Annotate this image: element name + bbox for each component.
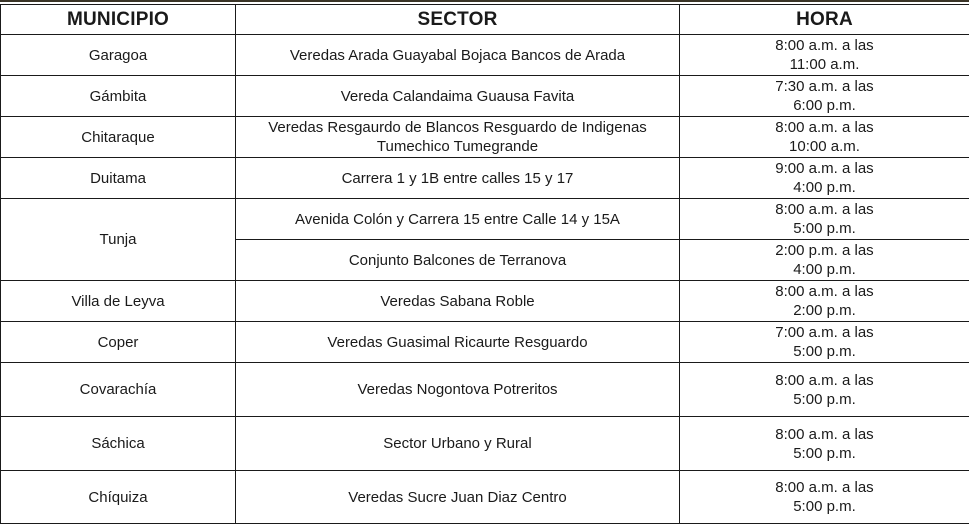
hora-end: 4:00 p.m. (793, 261, 856, 278)
cell-hora (680, 471, 969, 524)
hora-end: 5:00 p.m. (793, 444, 856, 462)
cell-sector: Veredas Sucre Juan Diaz Centro (236, 471, 680, 524)
cell-hora (680, 240, 969, 281)
header-hora: HORA (680, 5, 969, 35)
cell-municipio: Gámbita (1, 76, 236, 117)
cell-sector: Sector Urbano y Rural (236, 417, 680, 471)
hora-end: 4:00 p.m. (793, 179, 856, 196)
sector-line: Tumechico Tumegrande (376, 138, 539, 155)
cell-sector: Carrera 1 y 1B entre calles 15 y 17 (236, 158, 680, 199)
hora-end: 2:00 p.m. (793, 302, 856, 319)
cell-hora (680, 363, 969, 417)
cell-hora (680, 281, 969, 322)
hora-end: 10:00 a.m. (789, 138, 860, 155)
hora-start: 8:00 a.m. a las (775, 201, 874, 218)
cell-municipio: Villa de Leyva (1, 281, 236, 322)
hora-end: 6:00 p.m. (793, 97, 856, 114)
sector-line: Veredas Resgaurdo de Blancos Resguardo de Indigenas (268, 119, 647, 136)
header-sector: SECTOR (236, 5, 680, 35)
table-row (1, 158, 969, 199)
cell-sector: Avenida Colón y Carrera 15 entre Calle 14 y 15A (236, 199, 680, 240)
cell-sector: Conjunto Balcones de Terranova (236, 240, 680, 281)
cell-municipio: Chitaraque (1, 117, 236, 158)
table-row (1, 35, 969, 76)
hora-start: 2:00 p.m. a las (775, 242, 874, 259)
table-row (1, 471, 969, 524)
cell-sector (236, 117, 680, 158)
table-row (1, 322, 969, 363)
cell-hora (680, 76, 969, 117)
cell-sector: Veredas Nogontova Potreritos (236, 363, 680, 417)
cell-hora (680, 117, 969, 158)
header-municipio: MUNICIPIO (1, 5, 236, 35)
cell-municipio: Garagoa (1, 35, 236, 76)
cell-municipio: Covarachía (1, 363, 236, 417)
table-row (1, 199, 969, 240)
cell-municipio: Chíquiza (1, 471, 236, 524)
hora-start: 7:30 a.m. a las (775, 78, 874, 95)
cell-hora (680, 158, 969, 199)
cell-municipio: Coper (1, 322, 236, 363)
hora-start: 8:00 a.m. a las (775, 371, 874, 389)
table-row (1, 76, 969, 117)
header-row (1, 5, 969, 35)
cell-sector: Veredas Arada Guayabal Bojaca Bancos de Arada (236, 35, 680, 76)
hora-end: 5:00 p.m. (793, 390, 856, 408)
cell-municipio: Sáchica (1, 417, 236, 471)
cell-hora (680, 322, 969, 363)
hora-start: 8:00 a.m. a las (775, 119, 874, 136)
hora-start: 8:00 a.m. a las (775, 37, 874, 54)
cell-municipio: Tunja (1, 199, 236, 281)
table-row (1, 417, 969, 471)
hora-start: 8:00 a.m. a las (775, 283, 874, 300)
table-row (1, 363, 969, 417)
cell-sector: Veredas Sabana Roble (236, 281, 680, 322)
hora-end: 5:00 p.m. (793, 343, 856, 360)
cell-hora (680, 417, 969, 471)
hora-start: 7:00 a.m. a las (775, 324, 874, 341)
hora-end: 11:00 a.m. (789, 56, 860, 73)
cell-sector: Veredas Guasimal Ricaurte Resguardo (236, 322, 680, 363)
cell-sector: Vereda Calandaima Guausa Favita (236, 76, 680, 117)
hora-start: 9:00 a.m. a las (775, 160, 874, 177)
table-row (1, 281, 969, 322)
hora-start: 8:00 a.m. a las (775, 479, 874, 496)
hora-end: 5:00 p.m. (793, 220, 856, 237)
cell-hora (680, 35, 969, 76)
hora-end: 5:00 p.m. (793, 498, 856, 515)
hora-start: 8:00 a.m. a las (775, 425, 874, 443)
cell-municipio: Duitama (1, 158, 236, 199)
schedule-table (0, 4, 969, 524)
table-row (1, 117, 969, 158)
cell-hora (680, 199, 969, 240)
